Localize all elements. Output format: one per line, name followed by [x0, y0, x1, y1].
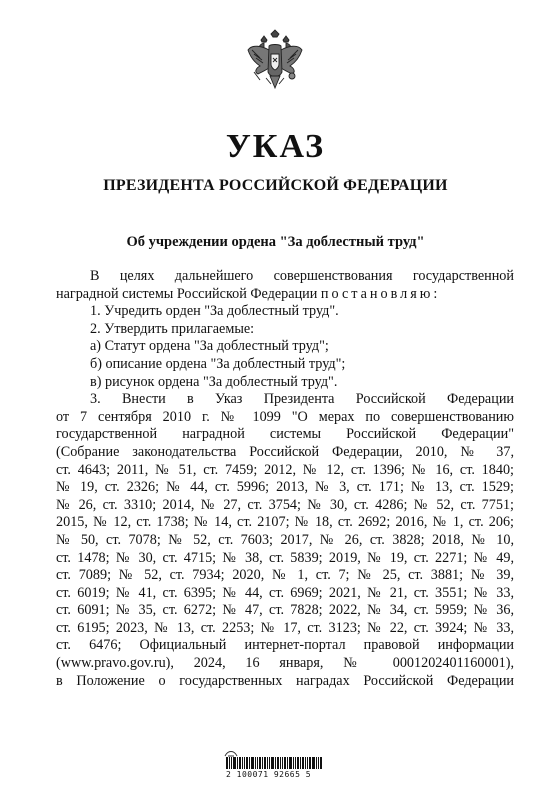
body-line: ст. 4643; 2011, № 51, ст. 7459; 2012, № 12, ст. 1396; № 16, ст. 1840;: [56, 461, 514, 478]
body-line-text: наградной системы Российской Федерации: [56, 285, 318, 302]
body-line: № 26, ст. 3310; 2014, № 27, ст. 3754; № 30, ст. 4286; № 52, ст. 7751;: [56, 496, 514, 513]
body-line: а) Статут ордена "За доблестный труд";: [90, 338, 329, 355]
body-line: в Положение о государственных наградах Российской Федерации: [56, 672, 514, 689]
decree-subtitle: ПРЕЗИДЕНТА РОССИЙСКОЙ ФЕДЕРАЦИИ: [103, 177, 448, 194]
body-line: № 50, ст. 7078; № 52, ст. 7603; 2017, № 26, ст. 3828; 2018, № 10,: [56, 531, 514, 548]
body-line: В целях дальнейшего совершенствования государственной: [90, 268, 514, 284]
body-line: (www.pravo.gov.ru), 2024, 16 января, № 0001202401160001),: [56, 655, 514, 672]
body-line: 2. Утвердить прилагаемые:: [90, 320, 255, 337]
body-line-postanovlyayu: постановляю:: [320, 285, 441, 302]
body-line: б) описание ордена "За доблестный труд";: [90, 355, 346, 372]
body-line: ст. 6019; № 41, ст. 6395; № 44, ст. 6969; 2021, № 21, ст. 3551; № 33,: [56, 584, 514, 601]
decree-title: УКАЗ: [225, 128, 326, 165]
body-line: 2015, № 12, ст. 1738; № 14, ст. 2107; № 18, ст. 2692; 2016, № 1, ст. 206;: [56, 514, 514, 531]
body-line: государственной наградной системы Российской Федерации": [56, 426, 514, 443]
body-line: [56, 286, 514, 304]
body-line: ст. 6195; 2023, № 13, ст. 2253; № 17, ст. 3123; № 22, ст. 3924; № 33,: [56, 619, 514, 636]
barcode: [226, 757, 330, 769]
double-headed-eagle-emblem-icon: [244, 28, 306, 94]
body-line: в) рисунок ордена "За доблестный труд".: [90, 373, 338, 390]
body-line: ст. 1478; № 30, ст. 4715; № 38, ст. 5839; 2019, № 19, ст. 2271; № 49,: [56, 549, 514, 566]
decree-body: [56, 268, 514, 690]
body-line: ст. 6476; Официальный интернет-портал правовой информации: [56, 637, 514, 654]
body-line: 3. Внести в Указ Президента Российской Федерации: [90, 391, 514, 408]
body-line: от 7 сентября 2010 г. № 1099 "О мерах по совершенствованию: [56, 408, 514, 425]
body-line: 1. Учредить орден "За доблестный труд".: [90, 303, 339, 320]
barcode-number: 2 100071 92665 5: [226, 770, 312, 779]
body-line: (Собрание законодательства Российской Федерации, 2010, № 37,: [56, 443, 514, 460]
decree-heading: Об учреждении ордена "За доблестный труд": [126, 234, 425, 250]
body-line: ст. 7089; № 52, ст. 7934; 2020, № 1, ст. 7; № 25, ст. 3881; № 39,: [56, 567, 514, 584]
body-line: ст. 6091; № 35, ст. 6272; № 47, ст. 7828; 2022, № 34, ст. 5959; № 36,: [56, 602, 514, 619]
body-line: № 19, ст. 2326; № 44, ст. 5996; 2013, № 3, ст. 171; № 13, ст. 1529;: [56, 479, 514, 496]
